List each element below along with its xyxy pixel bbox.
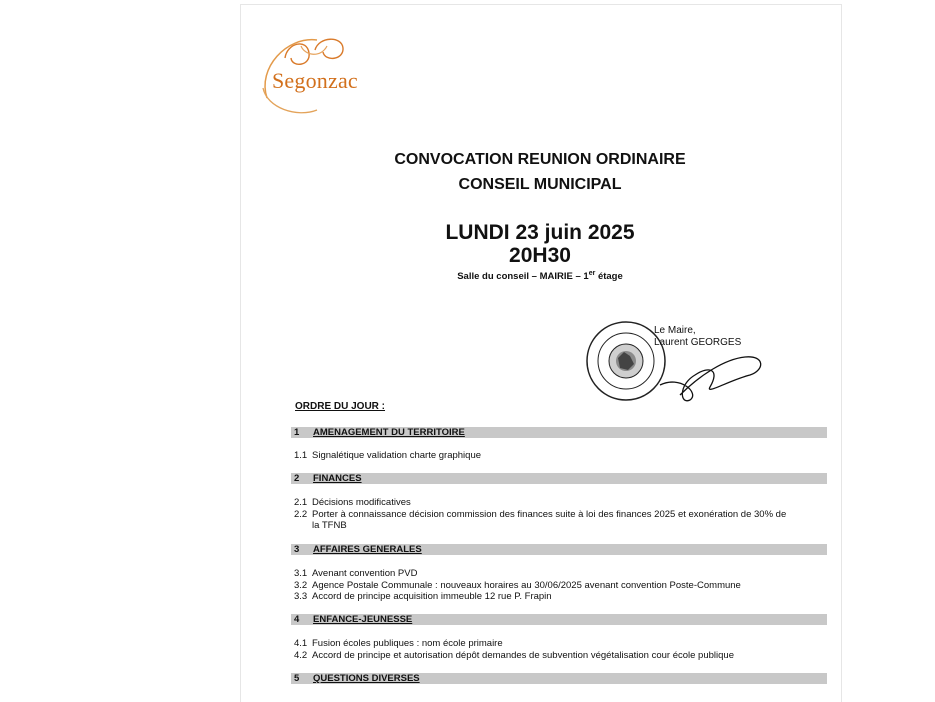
item-number: 1.1 [294,450,308,461]
logo-wordmark: Segonzac [272,68,358,93]
item-number: 2.1 [294,497,308,508]
item-text: Porter à connaissance décision commission des finances suite à loi des finances 2025 et exonération de 30% de la TFNB [312,509,787,531]
item-text: Agence Postale Communale : nouveaux horaires au 30/06/2025 avenant convention Poste-Commune [312,580,741,591]
section-2-bar [291,473,827,484]
mayor-name: Laurent GEORGES [654,337,742,348]
meeting-time: 20H30 [509,244,571,267]
mayor-role: Le Maire, [654,325,696,336]
meeting-date: LUNDI 23 juin 2025 [445,221,635,244]
section-4-bar [291,614,827,625]
section-title: AFFAIRES GENERALES [313,544,422,555]
item-number: 3.3 [294,591,308,602]
section-5-bar [291,673,827,684]
item-number: 3.2 [294,580,308,591]
section-number: 5 [294,673,300,684]
heading-convocation: CONVOCATION REUNION ORDINAIRE [394,151,686,168]
section-number: 2 [294,473,300,484]
meeting-location: Salle du conseil – MAIRIE – 1er étage [457,270,623,283]
item-text: Avenant convention PVD [312,568,418,579]
heading-conseil: CONSEIL MUNICIPAL [458,176,622,193]
item-text: Fusion écoles publiques : nom école primaire [312,638,503,649]
item-number: 3.1 [294,568,308,579]
item-number: 4.2 [294,650,308,661]
section-3-bar [291,544,827,555]
section-title: FINANCES [313,473,362,484]
section-number: 1 [294,427,300,438]
section-title: QUESTIONS DIVERSES [313,673,420,684]
mayor-block [654,325,741,349]
item-text: Décisions modificatives [312,497,411,508]
item-number: 2.2 [294,509,308,520]
item-number: 4.1 [294,638,308,649]
section-number: 4 [294,614,300,625]
section-title: ENFANCE-JEUNESSE [313,614,413,625]
section-number: 3 [294,544,300,555]
item-text: Accord de principe acquisition immeuble 12 rue P. Frapin [312,591,552,602]
signature-icon [650,345,770,405]
item-text: Accord de principe et autorisation dépôt demandes de subvention végétalisation cour école publique [312,650,734,661]
section-1-bar [291,427,827,438]
section-title: AMENAGEMENT DU TERRITOIRE [313,427,465,438]
item-text: Signalétique validation charte graphique [312,450,482,461]
agenda-title: ORDRE DU JOUR : [295,401,386,412]
